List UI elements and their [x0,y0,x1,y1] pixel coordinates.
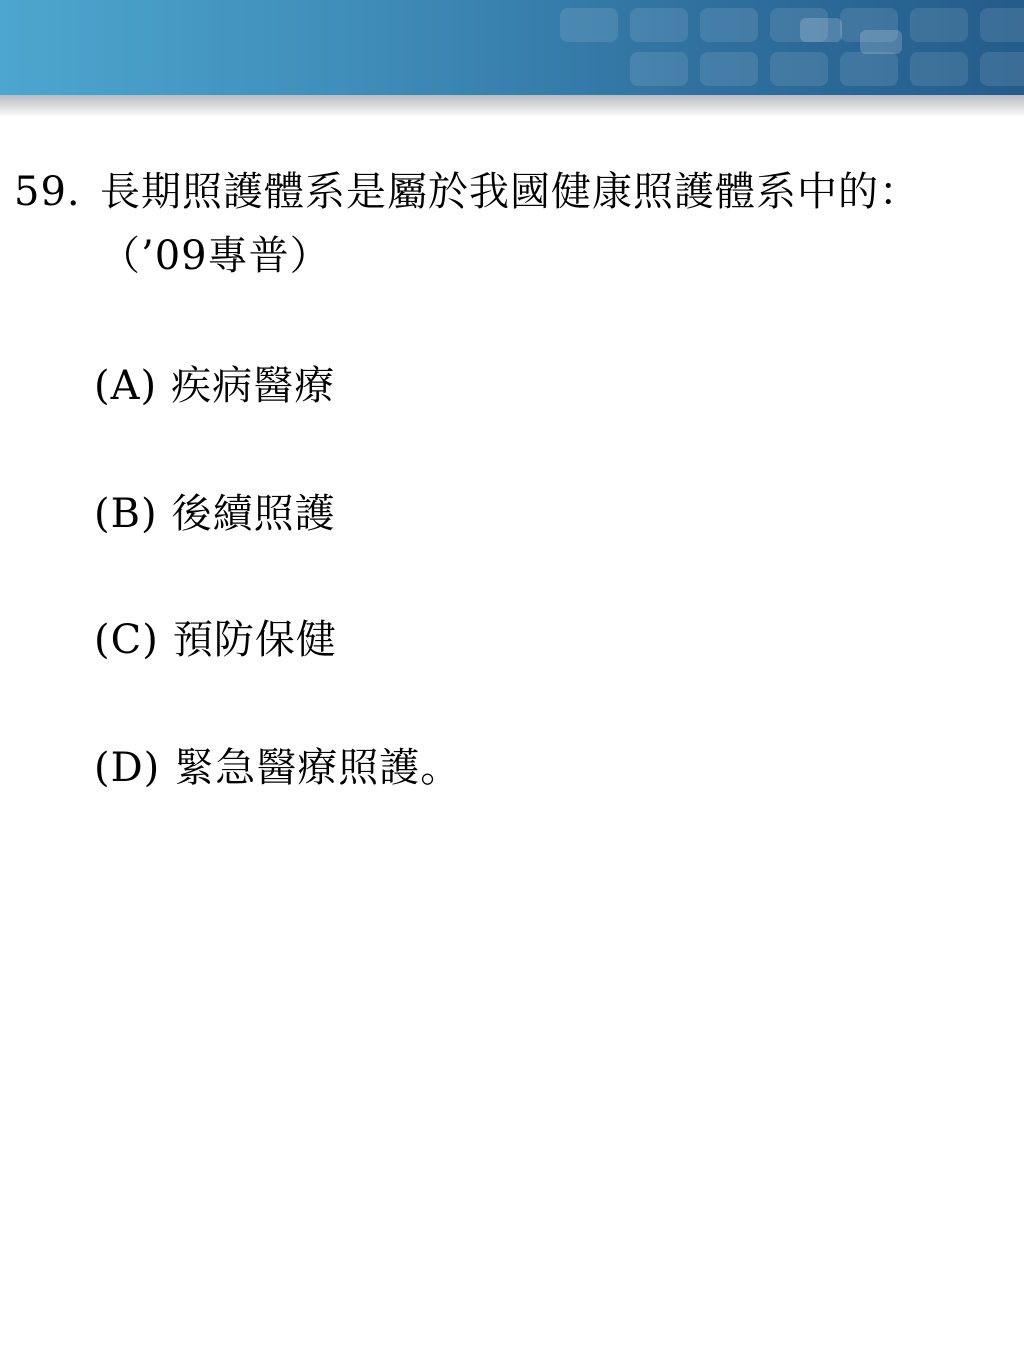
option-label: (D) [94,745,161,791]
option-label: (A) [94,363,158,409]
header-shadow [0,95,1024,117]
option-label: (B) [94,491,158,537]
option-a [94,358,335,414]
option-c [94,612,337,668]
header-banner [0,0,1024,95]
option-text: 緊急醫療照護。 [174,745,462,791]
option-b [94,486,336,542]
question [14,160,1004,288]
option-text: 疾病醫療 [171,363,336,409]
option-text: 後續照護 [171,491,336,537]
option-d [94,740,461,796]
option-text: 預防保健 [172,617,337,663]
option-label: (C) [94,617,159,663]
question-text: 長期照護體系是屬於我國健康照護體系中的：（’09專普） [100,169,920,279]
question-number: 59. [14,169,81,215]
header-decoration [0,0,1024,95]
